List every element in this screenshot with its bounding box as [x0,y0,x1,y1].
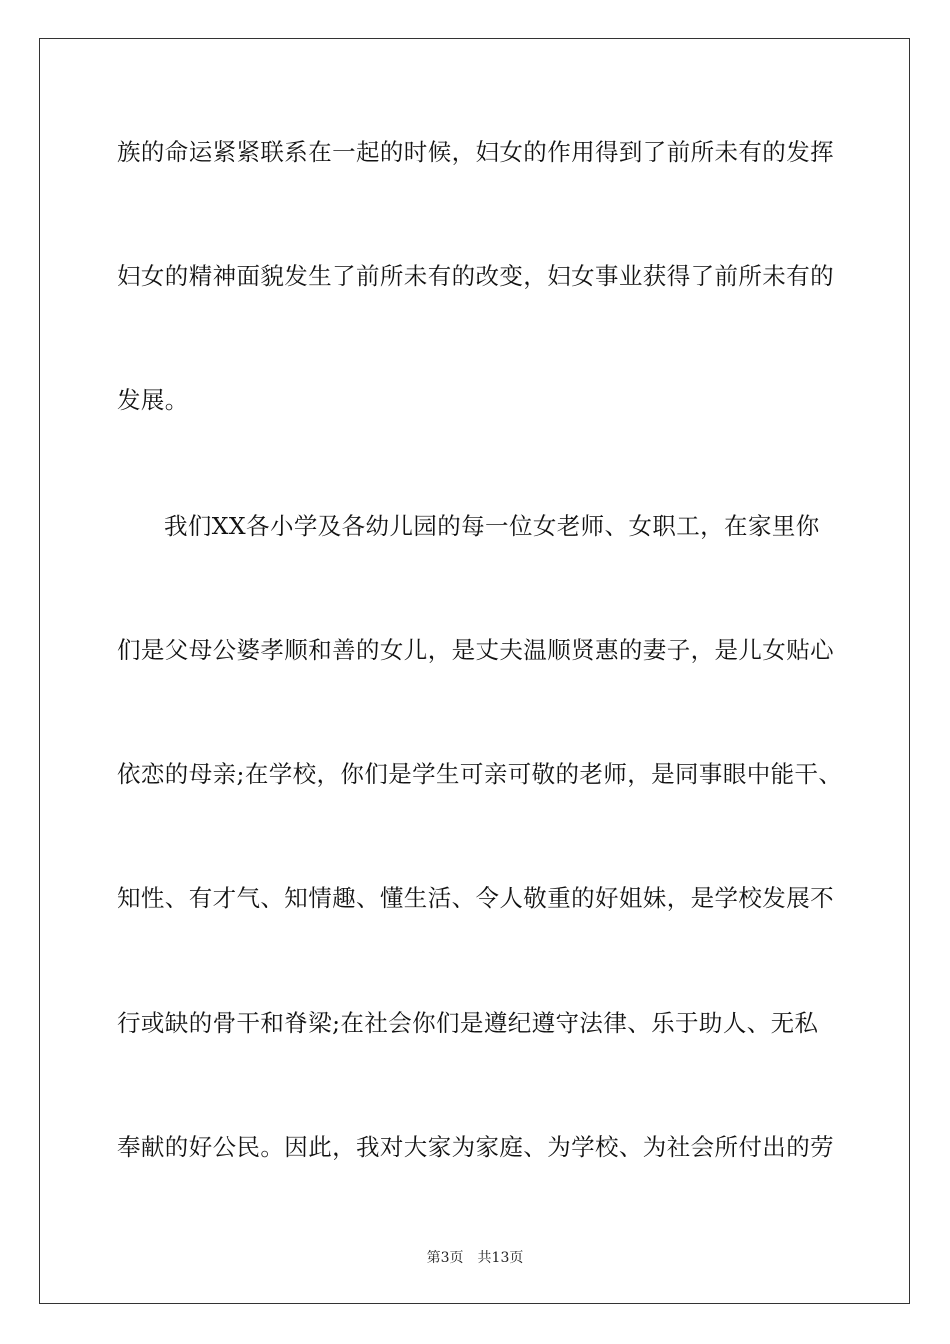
text-line-2: 妇女的精神面貌发生了前所未有的改变，妇女事业获得了前所未有的 [117,262,834,290]
page-border [39,38,910,1304]
text-line-5: 们是父母公婆孝顺和善的女儿，是丈夫温顺贤惠的妻子，是儿女贴心 [117,636,834,664]
text-line-1: 族的命运紧紧联系在一起的时候，妇女的作用得到了前所未有的发挥 [117,138,834,166]
page-number-footer: 第3页 共13页 [426,1250,524,1266]
text-line-8: 行或缺的骨干和脊梁;在社会你们是遵纪遵守法律、乐于助人、无私 [117,1009,819,1037]
text-line-6: 依恋的母亲;在学校，你们是学生可亲可敬的老师，是同事眼中能干、 [117,760,843,788]
text-line-9: 奉献的好公民。因此，我对大家为家庭、为学校、为社会所付出的劳 [117,1133,834,1161]
text-line-3: 发展。 [117,386,189,414]
paragraph-start-line: 我们XX各小学及各幼儿园的每一位女老师、女职工，在家里你 [164,512,820,540]
text-line-7: 知性、有才气、知情趣、懂生活、令人敬重的好姐妹，是学校发展不 [117,884,834,912]
